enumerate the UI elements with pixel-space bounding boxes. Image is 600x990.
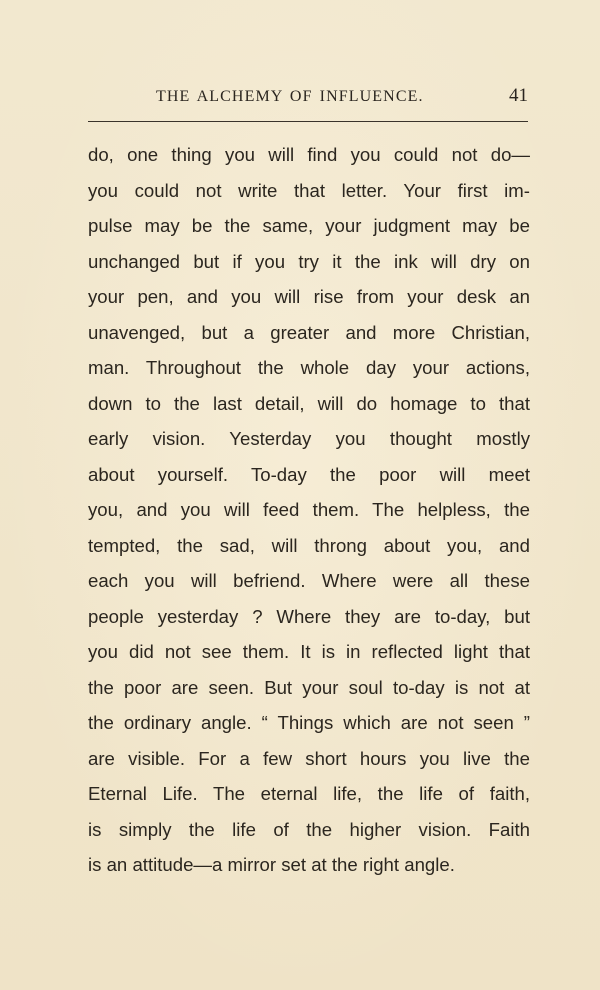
text-line: you, and you will feed them. The helpless, the — [88, 499, 530, 520]
header-rule — [88, 121, 528, 122]
text-line: the ordinary angle. “ Things which are not seen ” — [88, 712, 530, 733]
text-line: pulse may be the same, your judgment may be — [88, 215, 530, 236]
text-line: people yesterday ? Where they are to-day, but — [88, 605, 530, 627]
text-line: Eternal Life. The eternal life, the life of faith, — [88, 783, 530, 804]
text-line: the poor are seen. But your soul to-day is not at — [88, 676, 530, 698]
text-line: are visible. For a few short hours you live the — [88, 747, 530, 769]
text-line: unavenged, but a greater and more Christian, — [88, 321, 530, 343]
text-line: man. Throughout the whole day your actions, — [88, 357, 530, 378]
text-line: each you will befriend. Where were all these — [88, 570, 530, 591]
page-number: 41 — [509, 85, 528, 106]
text-line: about yourself. To-day the poor will meet — [88, 463, 530, 485]
text-line: early vision. Yesterday you thought mostly — [88, 428, 530, 449]
text-line: tempted, the sad, will throng about you, and — [88, 534, 530, 556]
text-line: down to the last detail, will do homage to that — [88, 392, 530, 414]
text-line: unchanged but if you try it the ink will dry on — [88, 250, 530, 272]
running-title: THE ALCHEMY OF INFLUENCE. — [156, 88, 424, 105]
body-text — [88, 137, 530, 883]
text-line: do, one thing you will find you could not do— — [88, 144, 530, 165]
page-header — [88, 82, 530, 116]
text-line: you did not see them. It is in reflected light that — [88, 641, 530, 662]
text-line: your pen, and you will rise from your desk an — [88, 286, 530, 307]
text-line: is simply the life of the higher vision. Faith — [88, 818, 530, 840]
text-line: you could not write that letter. Your first im- — [88, 179, 530, 201]
text-line: is an attitude—a mirror set at the right angle. — [88, 854, 455, 875]
